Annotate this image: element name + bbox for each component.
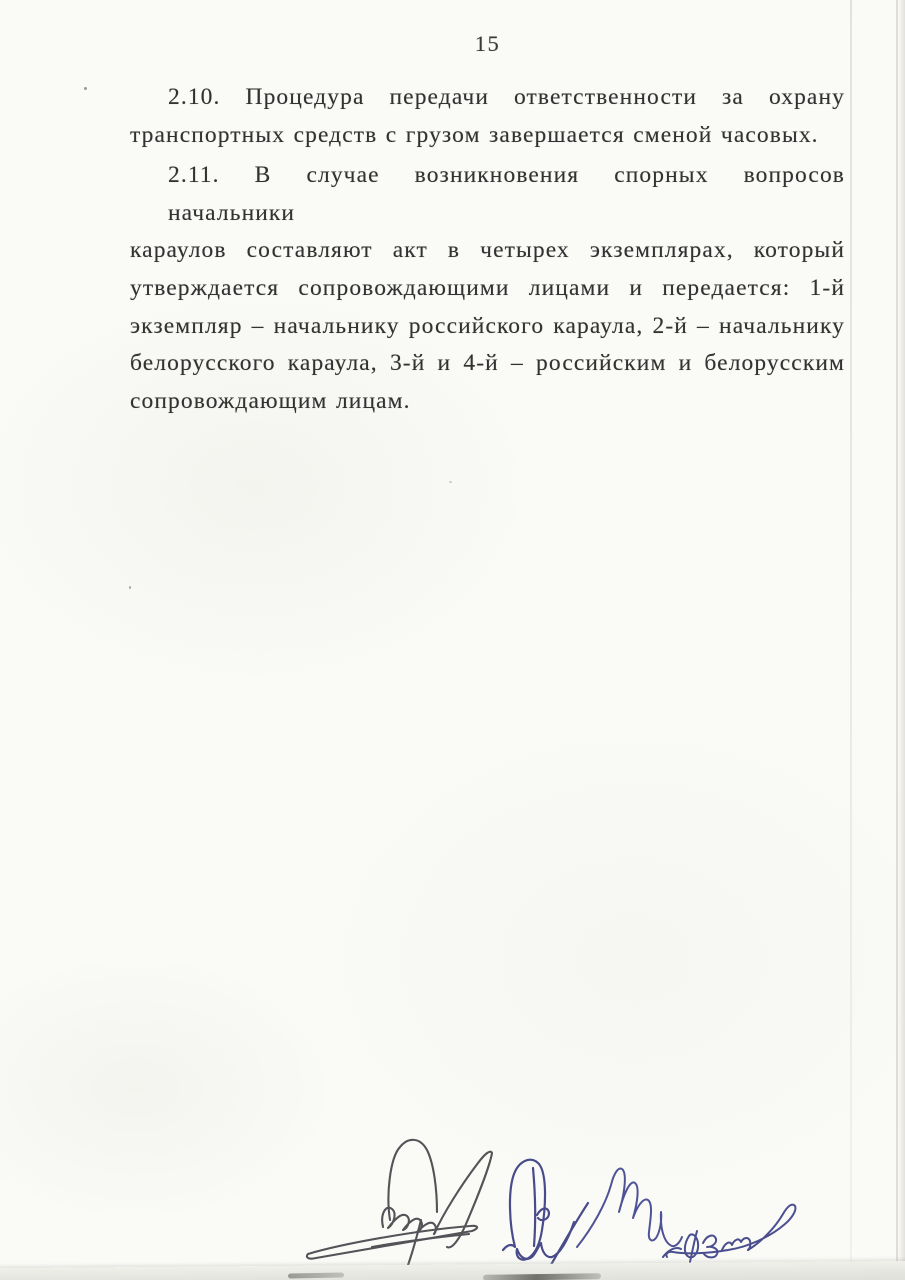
- scan-artifact-bottom-edge: [0, 1261, 905, 1280]
- signature-stroke: [722, 1238, 750, 1250]
- scan-artifact-smudge: [288, 1273, 344, 1279]
- signature-stroke: [388, 1140, 437, 1220]
- signature-stroke: [434, 1152, 492, 1248]
- scan-artifact-speck: [84, 87, 87, 90]
- page-number: 15: [474, 31, 501, 56]
- signature-stroke: [685, 1234, 698, 1257]
- signature-stroke: [400, 1220, 421, 1271]
- signature-stroke: [537, 1209, 549, 1221]
- signature-stroke: [307, 1226, 477, 1259]
- signature-stroke: [548, 1203, 588, 1270]
- signature-stroke: [577, 1168, 682, 1247]
- scan-artifact-vertical-line: [850, 0, 852, 1280]
- signature-4: [663, 1205, 795, 1262]
- text-line: утверждается сопровождающими лицами и передается: 1-й: [130, 274, 845, 301]
- text-line: караулов составляют акт в четырех экземплярах, который: [130, 237, 845, 264]
- text-line: транспортных средств с грузом завершается сменой часовых.: [130, 121, 819, 148]
- scan-artifact-smudge: [483, 1273, 601, 1280]
- text-line: экземпляр – начальнику российского караула, 2-й – начальнику: [130, 312, 845, 339]
- scan-artifact-speck: [449, 481, 452, 483]
- signature-1: [307, 1140, 492, 1271]
- signature-stroke: [690, 1231, 697, 1262]
- signature-stroke: [503, 1160, 545, 1260]
- scan-artifact-page-edge: [898, 0, 905, 1280]
- signature-stroke: [663, 1248, 681, 1257]
- signature-stroke: [533, 1168, 535, 1246]
- scan-artifact-speck: [129, 586, 131, 589]
- signature-stroke: [666, 1205, 795, 1257]
- text-line: 2.10. Процедура передачи ответственности за охрану: [168, 84, 845, 110]
- signature-stroke: [703, 1236, 717, 1258]
- signature-3: [577, 1168, 682, 1247]
- signature-2: [503, 1160, 588, 1270]
- signature-stroke: [517, 1222, 574, 1259]
- signature-stroke: [372, 1234, 469, 1247]
- text-line: сопровождающим лицам.: [130, 387, 411, 414]
- text-line: белорусского караула, 3-й и 4-й – российским и белорусским: [130, 350, 845, 377]
- text-line: 2.11. В случае возникновения спорных вопросов начальники: [168, 162, 845, 226]
- signature-stroke: [382, 1208, 436, 1234]
- document-text: [130, 79, 845, 420]
